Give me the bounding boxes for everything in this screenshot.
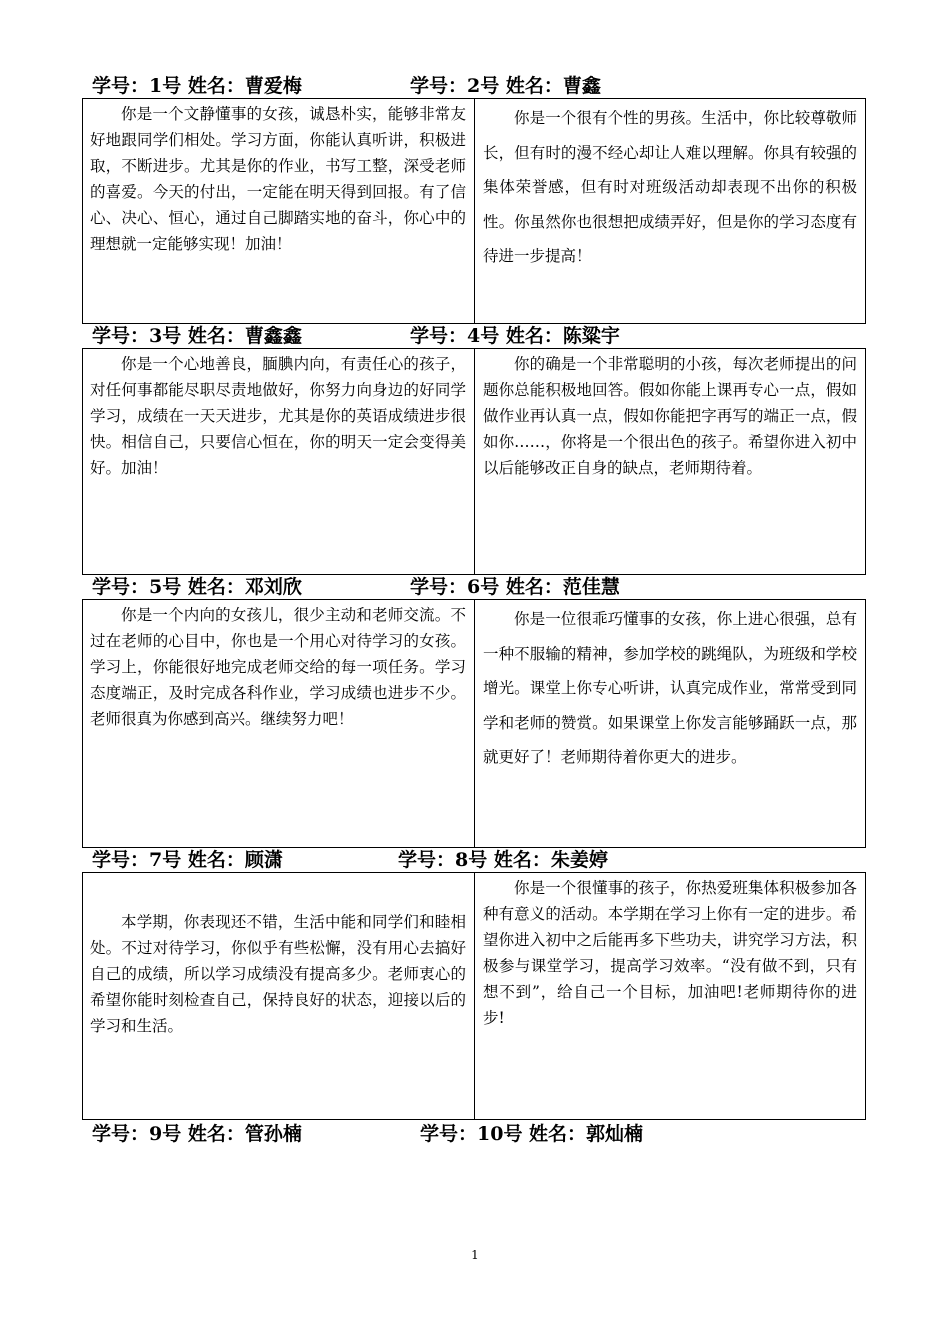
student-header-left: 学号：9号 姓名：管孙楠 <box>92 1123 302 1145</box>
comment-cell-left: 你是一个内向的女孩儿，很少主动和老师交流。不过在老师的心目中，你也是一个用心对待学习的女孩。学习上，你能很好地完成老师交给的每一项任务。学习态度端正，及时完成各科作业，学习成绩也进步不少。老师很真为你感到高兴。继续努力吧！ <box>83 600 475 847</box>
student-header-row <box>92 575 872 599</box>
page-number: 1 <box>471 1248 479 1262</box>
comment-cell-left: 本学期，你表现还不错，生活中能和同学们和睦相处。不过对待学习，你似乎有些松懈，没有用心去搞好自己的成绩，所以学习成绩没有提高多少。老师衷心的希望你能时刻检查自己，保持良好的状态，迎接以后的学习和生活。 <box>83 873 475 1119</box>
comment-row <box>82 599 866 848</box>
comment-row <box>82 348 866 575</box>
student-header-right: 学号：8号 姓名：朱姜婷 <box>398 849 608 871</box>
student-header-right: 学号：10号 姓名：郭灿楠 <box>420 1123 644 1145</box>
student-header-left: 学号：7号 姓名：顾潇 <box>92 849 283 871</box>
student-header-row <box>92 74 872 98</box>
comment-cell-right: 你是一个很有个性的男孩。生活中，你比较尊敬师长，但有时的漫不经心却让人难以理解。你具有较强的集体荣誉感，但有时对班级活动却表现不出你的积极性。你虽然你也很想把成绩弄好，但是你的学习态度有待进一步提高！ <box>483 109 857 265</box>
comment-cell-left: 你是一个心地善良，腼腆内向，有责任心的孩子，对任何事都能尽职尽责地做好，你努力向身边的好同学学习，成绩在一天天进步，尤其是你的英语成绩进步很快。相信自己，只要信心恒在，你的明天一定会变得美好。加油！ <box>83 349 475 574</box>
student-header-right: 学号：6号 姓名：范佳慧 <box>410 576 620 598</box>
student-header-row <box>92 324 872 348</box>
student-header-left: 学号：3号 姓名：曹鑫鑫 <box>92 325 302 347</box>
student-header-right: 学号：4号 姓名：陈粱宇 <box>410 325 620 347</box>
comment-cell-right: 你的确是一个非常聪明的小孩，每次老师提出的问题你总能积极地回答。假如你能上课再专心一点，假如做作业再认真一点，假如你能把字再写的端正一点，假如你……，你将是一个很出色的孩子。希望你进入初中以后能够改正自身的缺点，老师期待着。 <box>483 355 857 477</box>
comment-cell-right: 你是一位很乖巧懂事的女孩，你上进心很强，总有一种不服输的精神，参加学校的跳绳队，为班级和学校增光。课堂上你专心听讲，认真完成作业，常常受到同学和老师的赞赏。如果课堂上你发言能够踊跃一点，那就更好了！老师期待着你更大的进步。 <box>483 610 857 766</box>
comment-cell-left: 你是一个文静懂事的女孩，诚恳朴实，能够非常友好地跟同学们相处。学习方面，你能认真听讲，积极进取，不断进步。尤其是你的作业，书写工整，深受老师的喜爱。今天的付出，一定能在明天得到回报。有了信心、决心、恒心，通过自己脚踏实地的奋斗，你心中的理想就一定能够实现！加油！ <box>83 99 475 323</box>
student-header-row <box>92 848 872 872</box>
comment-row <box>82 98 866 324</box>
student-header-left: 学号：5号 姓名：邓刘欣 <box>92 576 302 598</box>
student-header-right: 学号：2号 姓名：曹鑫 <box>410 75 601 97</box>
student-header-left: 学号：1号 姓名：曹爱梅 <box>92 75 302 97</box>
comment-cell-right: 你是一个很懂事的孩子，你热爱班集体积极参加各种有意义的活动。本学期在学习上你有一定的进步。希望你进入初中之后能再多下些功夫，讲究学习方法，积极参与课堂学习，提高学习效率。“没有做不到，只有想不到”，给自己一个目标，加油吧!老师期待你的进步! <box>483 879 857 1027</box>
comment-row <box>82 872 866 1120</box>
student-header-row <box>92 1122 872 1146</box>
